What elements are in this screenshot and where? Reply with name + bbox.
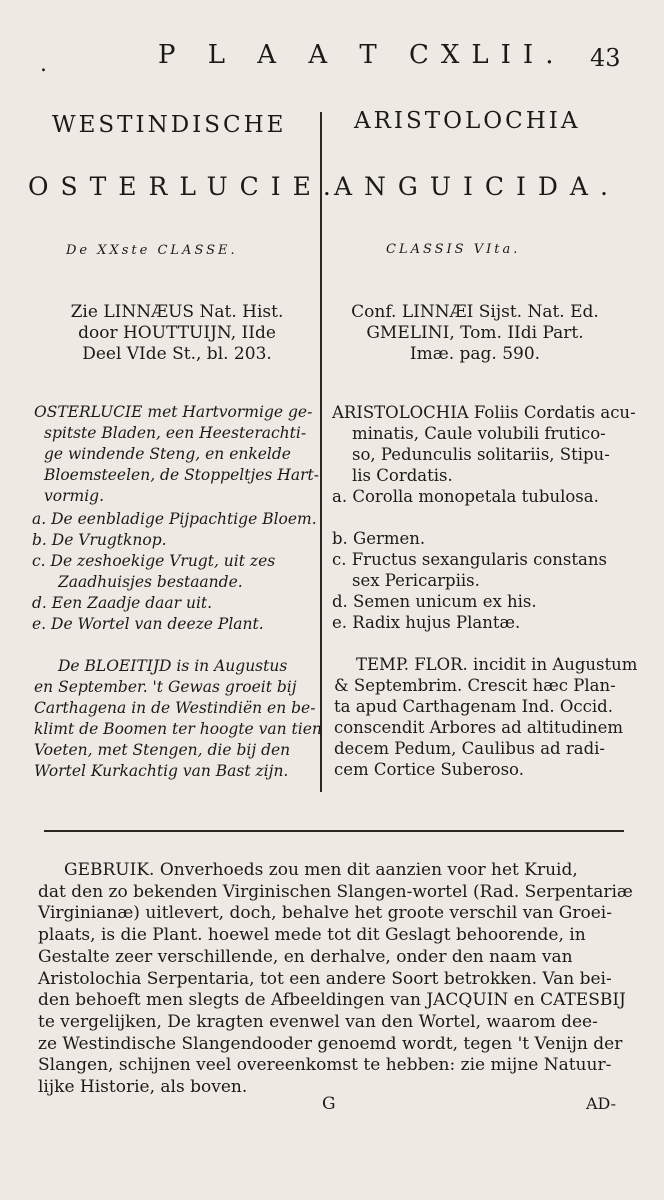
left-bloei-line: klimt de Boomen ter hoogte van tien <box>34 720 322 738</box>
right-name-line2: ANGUICIDA. <box>334 172 620 201</box>
right-reference-line: Imæ. pag. 590. <box>409 344 541 364</box>
list-item: d. Semen unicum ex his. <box>332 592 537 611</box>
right-temp-line: cem Cortice Suberoso. <box>334 760 524 779</box>
gebruik-line: Slangen, schijnen veel overeenkomst te hebben: zie mijne Natuur- <box>38 1055 612 1076</box>
right-temp <box>334 654 637 780</box>
gebruik-line: Gestalte zeer verschillende, en derhalve, onder den naam van <box>38 946 573 967</box>
right-reference <box>330 302 620 365</box>
plate-title: P L A A T CXLII. <box>158 40 566 70</box>
gebruik-line: lijke Historie, als boven. <box>38 1077 248 1098</box>
gebruik-line: dat den zo bekenden Virginischen Slangen-wortel (Rad. Serpentariæ <box>38 881 633 902</box>
list-item: a. De eenbladige Pijpachtige Bloem. <box>32 510 317 528</box>
left-bloei-line: De BLOEITIJD is in Augustus <box>58 657 288 675</box>
right-items <box>332 486 607 633</box>
list-item: e. Radix hujus Plantæ. <box>332 613 521 632</box>
list-item: c. De zeshoekige Vrugt, uit zes <box>32 552 276 570</box>
right-temp-line: & Septembrim. Crescit hæc Plan- <box>334 676 616 695</box>
gebruik-paragraph <box>38 860 633 1099</box>
page-number: 43 <box>590 44 621 72</box>
left-description-line: ge windende Steng, en enkelde <box>44 445 291 463</box>
right-temp-line: TEMP. FLOR. incidit in Augustum <box>356 655 638 674</box>
right-reference-line: GMELINI, Tom. IIdi Part. <box>366 323 584 343</box>
list-item: b. Germen. <box>332 529 426 548</box>
right-description-line: so, Pedunculis solitariis, Stipu- <box>352 445 610 464</box>
left-description-line: Bloemsteelen, de Stoppeltjes Hart- <box>44 466 319 484</box>
left-description-line: OSTERLUCIE met Hartvormige ge- <box>34 403 313 421</box>
list-item: e. De Wortel van deeze Plant. <box>32 615 264 633</box>
left-description-line: vormig. <box>44 487 105 505</box>
right-description-line: ARISTOLOCHIA Foliis Cordatis acu- <box>332 403 636 422</box>
list-item: a. Corolla monopetala tubulosa. <box>332 487 599 506</box>
right-class-label: CLASSIS VIta. <box>386 242 521 257</box>
gebruik-line: plaats, is die Plant. hoewel mede tot dit Geslagt behoorende, in <box>38 925 586 946</box>
right-description-line: lis Cordatis. <box>352 466 453 485</box>
left-name-line1: WESTINDISCHE <box>52 112 287 138</box>
right-temp-line: decem Pedum, Caulibus ad radi- <box>334 739 606 758</box>
list-item: b. De Vrugtknop. <box>32 531 167 549</box>
left-bloei-line: en September. 't Gewas groeit bij <box>34 678 297 696</box>
list-item: c. Fructus sexangularis constans <box>332 550 607 569</box>
list-item: sex Pericarpiis. <box>352 571 480 590</box>
left-class-label: De XXste CLASSE. <box>66 243 238 258</box>
right-name-line1: ARISTOLOCHIA <box>354 108 581 134</box>
left-bloei-line: Wortel Kurkachtig van Bast zijn. <box>34 762 289 780</box>
right-description-line: minatis, Caule volubili frutico- <box>352 424 606 443</box>
left-bloei <box>34 656 322 782</box>
page-mark: . <box>40 52 47 77</box>
left-reference <box>42 302 312 365</box>
list-item <box>332 507 607 528</box>
left-bloei-line: Carthagena in de Westindiën en be- <box>34 699 316 717</box>
right-reference-line: Conf. LINNÆI Sijst. Nat. Ed. <box>351 302 599 322</box>
gebruik-line: den behoeft men slegts de Afbeeldingen van JACQUIN en CATESBIJ <box>38 990 626 1011</box>
left-items <box>32 509 317 635</box>
left-name-line2: OSTERLUCIE. <box>28 172 343 201</box>
list-item: d. Een Zaadje daar uit. <box>32 594 213 612</box>
left-bloei-line: Voeten, met Stengen, die bij den <box>34 741 291 759</box>
left-description <box>34 402 319 507</box>
left-reference-line: Deel VIde St., bl. 203. <box>82 344 272 364</box>
right-temp-line: ta apud Carthagenam Ind. Occid. <box>334 697 613 716</box>
gebruik-line: te vergelijken, De kragten evenwel van den Wortel, waarom dee- <box>38 1011 598 1032</box>
gebruik-line: ze Westindische Slangendooder genoemd wordt, tegen 't Venijn der <box>38 1033 623 1054</box>
horizontal-rule <box>44 830 624 832</box>
right-description <box>332 402 636 486</box>
gebruik-line: Aristolochia Serpentaria, tot een andere Soort betrokken. Van bei- <box>38 968 612 989</box>
list-item: Zaadhuisjes bestaande. <box>58 573 243 591</box>
right-temp-line: conscendit Arbores ad altitudinem <box>334 718 624 737</box>
left-description-line: spitste Bladen, een Heesterachti- <box>44 424 307 442</box>
catchword: AD- <box>586 1094 617 1113</box>
left-reference-line: door HOUTTUIJN, IIde <box>78 323 276 343</box>
gebruik-line: Virginianæ) uitlevert, doch, behalve het groote verschil van Groei- <box>38 903 612 924</box>
left-reference-line: Zie LINNÆUS Nat. Hist. <box>70 302 284 322</box>
signature-mark: G <box>322 1094 336 1114</box>
gebruik-line: GEBRUIK. Onverhoeds zou men dit aanzien voor het Kruid, <box>64 860 578 880</box>
